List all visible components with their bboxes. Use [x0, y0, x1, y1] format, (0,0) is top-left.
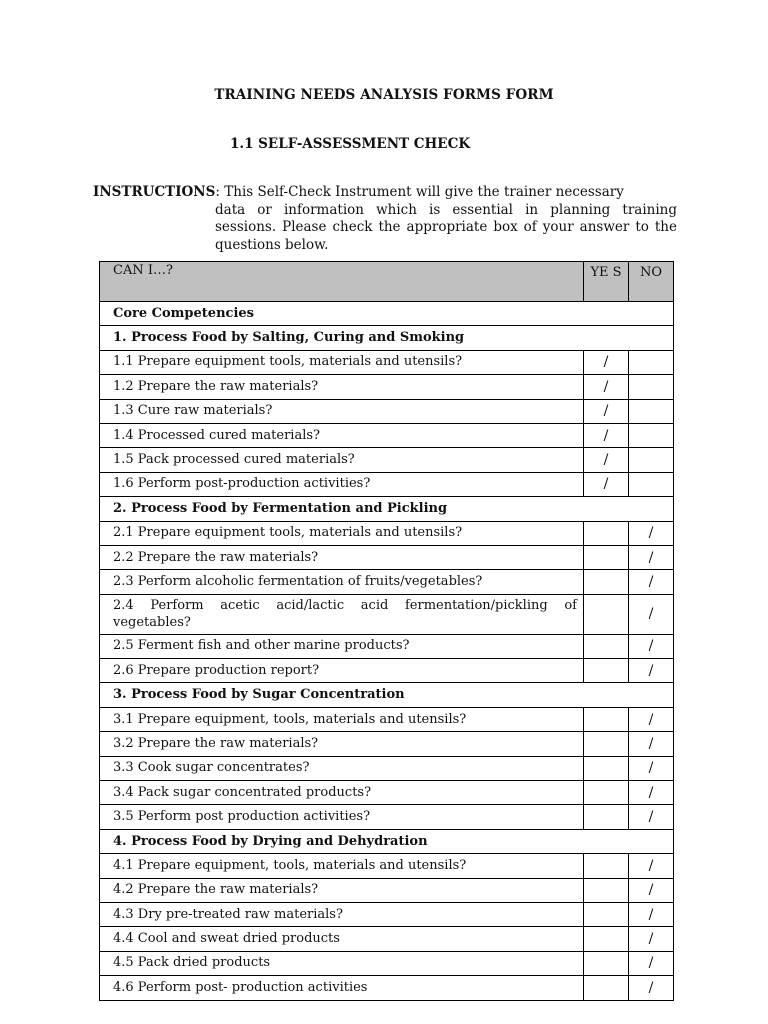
yes-checkbox-cell[interactable]	[584, 732, 629, 756]
section-row	[100, 497, 674, 521]
no-checkbox-cell[interactable]	[629, 472, 674, 496]
no-checkbox-cell[interactable]: /	[629, 854, 674, 878]
yes-checkbox-cell[interactable]	[584, 878, 629, 902]
table-row	[100, 902, 674, 926]
table-row	[100, 756, 674, 780]
instructions-block	[93, 184, 677, 254]
no-checkbox-cell[interactable]: /	[629, 927, 674, 951]
self-check-table-body	[100, 262, 674, 1001]
question-text: 2.5 Ferment fish and other marine products?	[100, 634, 584, 658]
table-row	[100, 976, 674, 1000]
question-text: 4.4 Cool and sweat dried products	[100, 927, 584, 951]
form-title: TRAINING NEEDS ANALYSIS FORMS FORM	[214, 87, 554, 103]
question-text: 1.3 Cure raw materials?	[100, 399, 584, 423]
question-text: 4.2 Prepare the raw materials?	[100, 878, 584, 902]
yes-checkbox-cell[interactable]	[584, 707, 629, 731]
yes-checkbox-cell[interactable]: /	[584, 423, 629, 447]
question-text: 3.4 Pack sugar concentrated products?	[100, 781, 584, 805]
yes-checkbox-cell[interactable]	[584, 756, 629, 780]
header-question: CAN I…?	[100, 262, 584, 302]
table-header-row	[100, 262, 674, 302]
section-title: 3. Process Food by Sugar Concentration	[100, 683, 674, 707]
self-check-table	[99, 261, 674, 1001]
table-row	[100, 375, 674, 399]
no-checkbox-cell[interactable]	[629, 423, 674, 447]
no-checkbox-cell[interactable]: /	[629, 781, 674, 805]
no-checkbox-cell[interactable]	[629, 399, 674, 423]
table-row	[100, 927, 674, 951]
no-checkbox-cell[interactable]: /	[629, 521, 674, 545]
question-text: 2.4 Perform acetic acid/lactic acid fermentation/pickling of vegetables?	[100, 594, 584, 634]
no-checkbox-cell[interactable]: /	[629, 634, 674, 658]
yes-checkbox-cell[interactable]	[584, 805, 629, 829]
instructions-first-line	[93, 184, 677, 202]
no-checkbox-cell[interactable]: /	[629, 732, 674, 756]
yes-checkbox-cell[interactable]	[584, 781, 629, 805]
section-title: 4. Process Food by Drying and Dehydration	[100, 829, 674, 853]
section-title: Core Competencies	[100, 302, 674, 326]
no-checkbox-cell[interactable]	[629, 375, 674, 399]
yes-checkbox-cell[interactable]	[584, 976, 629, 1000]
question-text: 3.3 Cook sugar concentrates?	[100, 756, 584, 780]
yes-checkbox-cell[interactable]	[584, 951, 629, 975]
question-text: 2.1 Prepare equipment tools, materials and utensils?	[100, 521, 584, 545]
no-checkbox-cell[interactable]: /	[629, 805, 674, 829]
section-row	[100, 302, 674, 326]
section-row	[100, 683, 674, 707]
no-checkbox-cell[interactable]: /	[629, 951, 674, 975]
table-row	[100, 545, 674, 569]
question-text: 3.5 Perform post production activities?	[100, 805, 584, 829]
no-checkbox-cell[interactable]: /	[629, 707, 674, 731]
table-row	[100, 350, 674, 374]
question-text: 4.3 Dry pre-treated raw materials?	[100, 902, 584, 926]
section-row	[100, 326, 674, 350]
yes-checkbox-cell[interactable]: /	[584, 375, 629, 399]
table-row	[100, 448, 674, 472]
question-text: 2.3 Perform alcoholic fermentation of fruits/vegetables?	[100, 570, 584, 594]
no-checkbox-cell[interactable]: /	[629, 594, 674, 634]
table-row	[100, 659, 674, 683]
no-checkbox-cell[interactable]: /	[629, 756, 674, 780]
table-row	[100, 521, 674, 545]
yes-checkbox-cell[interactable]	[584, 659, 629, 683]
table-row	[100, 707, 674, 731]
no-checkbox-cell[interactable]: /	[629, 902, 674, 926]
question-text: 1.2 Prepare the raw materials?	[100, 375, 584, 399]
no-checkbox-cell[interactable]: /	[629, 976, 674, 1000]
question-text: 2.2 Prepare the raw materials?	[100, 545, 584, 569]
table-row	[100, 878, 674, 902]
yes-checkbox-cell[interactable]	[584, 854, 629, 878]
header-yes: YE S	[584, 262, 629, 302]
yes-checkbox-cell[interactable]	[584, 634, 629, 658]
yes-checkbox-cell[interactable]	[584, 927, 629, 951]
yes-checkbox-cell[interactable]: /	[584, 399, 629, 423]
question-text: 1.6 Perform post-production activities?	[100, 472, 584, 496]
table-row	[100, 594, 674, 634]
table-row	[100, 732, 674, 756]
yes-checkbox-cell[interactable]: /	[584, 350, 629, 374]
table-row	[100, 472, 674, 496]
question-text: 4.6 Perform post- production activities	[100, 976, 584, 1000]
section-title: 2. Process Food by Fermentation and Pickling	[100, 497, 674, 521]
question-text: 3.2 Prepare the raw materials?	[100, 732, 584, 756]
section-row	[100, 829, 674, 853]
question-text: 1.4 Processed cured materials?	[100, 423, 584, 447]
question-text: 4.1 Prepare equipment, tools, materials and utensils?	[100, 854, 584, 878]
no-checkbox-cell[interactable]: /	[629, 545, 674, 569]
table-row	[100, 854, 674, 878]
table-row	[100, 399, 674, 423]
no-checkbox-cell[interactable]: /	[629, 878, 674, 902]
section-title: 1. Process Food by Salting, Curing and Smoking	[100, 326, 674, 350]
question-text: 3.1 Prepare equipment, tools, materials and utensils?	[100, 707, 584, 731]
table-row	[100, 781, 674, 805]
yes-checkbox-cell[interactable]	[584, 594, 629, 634]
table-row	[100, 805, 674, 829]
yes-checkbox-cell[interactable]	[584, 902, 629, 926]
yes-checkbox-cell[interactable]	[584, 570, 629, 594]
yes-checkbox-cell[interactable]: /	[584, 472, 629, 496]
header-no: NO	[629, 262, 674, 302]
table-row	[100, 423, 674, 447]
no-checkbox-cell[interactable]: /	[629, 659, 674, 683]
instructions-label: INSTRUCTIONS	[93, 184, 216, 200]
no-checkbox-cell[interactable]: /	[629, 570, 674, 594]
question-text: 1.1 Prepare equipment tools, materials and utensils?	[100, 350, 584, 374]
no-checkbox-cell[interactable]	[629, 350, 674, 374]
instructions-first-text: : This Self-Check Instrument will give the trainer necessary	[215, 184, 624, 200]
table-row	[100, 951, 674, 975]
yes-checkbox-cell[interactable]	[584, 521, 629, 545]
question-text: 4.5 Pack dried products	[100, 951, 584, 975]
table-row	[100, 634, 674, 658]
table-row	[100, 570, 674, 594]
question-text: 1.5 Pack processed cured materials?	[100, 448, 584, 472]
yes-checkbox-cell[interactable]: /	[584, 448, 629, 472]
no-checkbox-cell[interactable]	[629, 448, 674, 472]
section-heading: 1.1 SELF-ASSESSMENT CHECK	[230, 136, 471, 152]
instructions-rest-text: data or information which is essential in planning training sessions. Please check the appropriate box of your answer to the questions below.	[215, 201, 677, 253]
yes-checkbox-cell[interactable]	[584, 545, 629, 569]
question-text: 2.6 Prepare production report?	[100, 659, 584, 683]
